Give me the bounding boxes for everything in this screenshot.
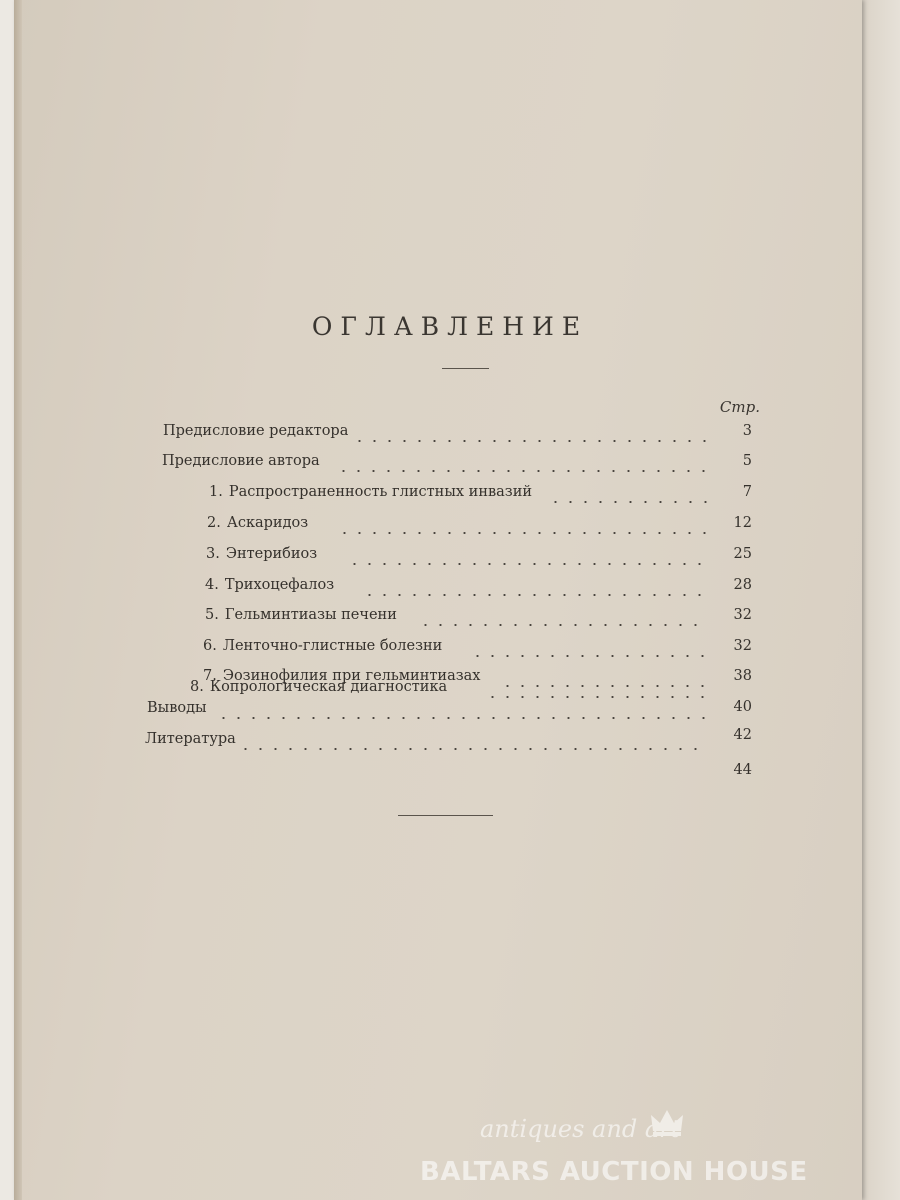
toc-leader-dots [485, 696, 707, 698]
toc-entry-number: 8. [190, 679, 204, 695]
toc-entry-page: 38 [733, 668, 752, 684]
toc-entry-page: 3 [742, 423, 752, 439]
watermark [420, 1115, 840, 1195]
toc-leader-dots [548, 501, 707, 503]
toc-entry-page: 5 [742, 453, 752, 469]
toc-entry-number: 5. [205, 607, 219, 623]
toc-entry-page: 28 [733, 577, 752, 593]
toc-entry-number: 7. [203, 668, 217, 684]
toc-entry [0, 546, 900, 576]
toc-leader-dots [336, 470, 707, 472]
bottom-divider [398, 815, 493, 816]
toc-entry-text: Аскаридоз [226, 515, 309, 531]
toc-entry [0, 423, 900, 453]
watermark-tagline: antiques and art [480, 1115, 681, 1143]
toc-entry-text: Энтерибиоз [225, 546, 318, 562]
toc-entry-label: Выводы [147, 700, 207, 716]
toc-entry-number: 3. [206, 546, 220, 562]
toc-entry-label [206, 546, 317, 562]
toc-entry-label [190, 679, 447, 695]
toc-entry [0, 607, 900, 637]
toc-entry-page: 40 [733, 699, 752, 715]
toc-entry-page: 32 [733, 638, 752, 654]
toc-leader-dots [418, 624, 707, 626]
toc-entry-label [203, 638, 442, 654]
toc-entry-label [209, 484, 532, 500]
toc-entry-number: 6. [203, 638, 217, 654]
toc-entry-page: 7 [742, 484, 752, 500]
toc-entry-page: 32 [733, 607, 752, 623]
title-divider [442, 368, 489, 369]
toc-entry-label [207, 515, 308, 531]
toc-entry-page: 44 [733, 762, 752, 778]
toc-entry-text: Распространенность глистных инвазий [228, 484, 533, 500]
toc-leader-dots [337, 532, 707, 534]
toc-entry [0, 484, 900, 514]
toc-entry-text: Ленточно-глистные болезни [222, 638, 443, 654]
toc-entry-number: 1. [209, 484, 223, 500]
page-column-label: Стр. [719, 398, 760, 416]
toc-entry [0, 731, 900, 778]
toc-entry-label: Предисловие редактора [163, 423, 349, 439]
toc-entry-label: Предисловие автора [162, 453, 320, 469]
toc-entry-text: Эозинофилия при гельминтиазах [222, 668, 481, 684]
toc-leader-dots [362, 594, 707, 596]
toc-title: ОГЛАВЛЕНИЕ [311, 312, 589, 341]
toc-entry-text: Трихоцефалоз [224, 577, 335, 593]
toc-entry [0, 453, 900, 483]
toc-entry-label: Литература [145, 731, 236, 747]
toc-entry-text: Копрологическая диагностика [209, 679, 448, 695]
toc-entry [0, 515, 900, 545]
toc-leader-dots [347, 563, 707, 565]
toc-entry-label [205, 607, 397, 623]
toc-entry-page: 42 [733, 727, 752, 743]
toc-entry [0, 638, 900, 668]
toc-entry-label [205, 577, 334, 593]
toc-entry-text: Гельминтиазы печени [224, 607, 397, 623]
watermark-name: BALTARS AUCTION HOUSE [420, 1157, 808, 1187]
toc-entry-page: 25 [733, 546, 752, 562]
toc-leader-dots [216, 717, 707, 719]
toc-leader-dots [470, 655, 707, 657]
toc-leader-dots [352, 440, 707, 442]
toc-entry-number: 2. [207, 515, 221, 531]
toc-entry-page: 12 [733, 515, 752, 531]
toc-leader-dots [238, 748, 707, 750]
toc-entry-number: 4. [205, 577, 219, 593]
toc-entry [0, 577, 900, 607]
